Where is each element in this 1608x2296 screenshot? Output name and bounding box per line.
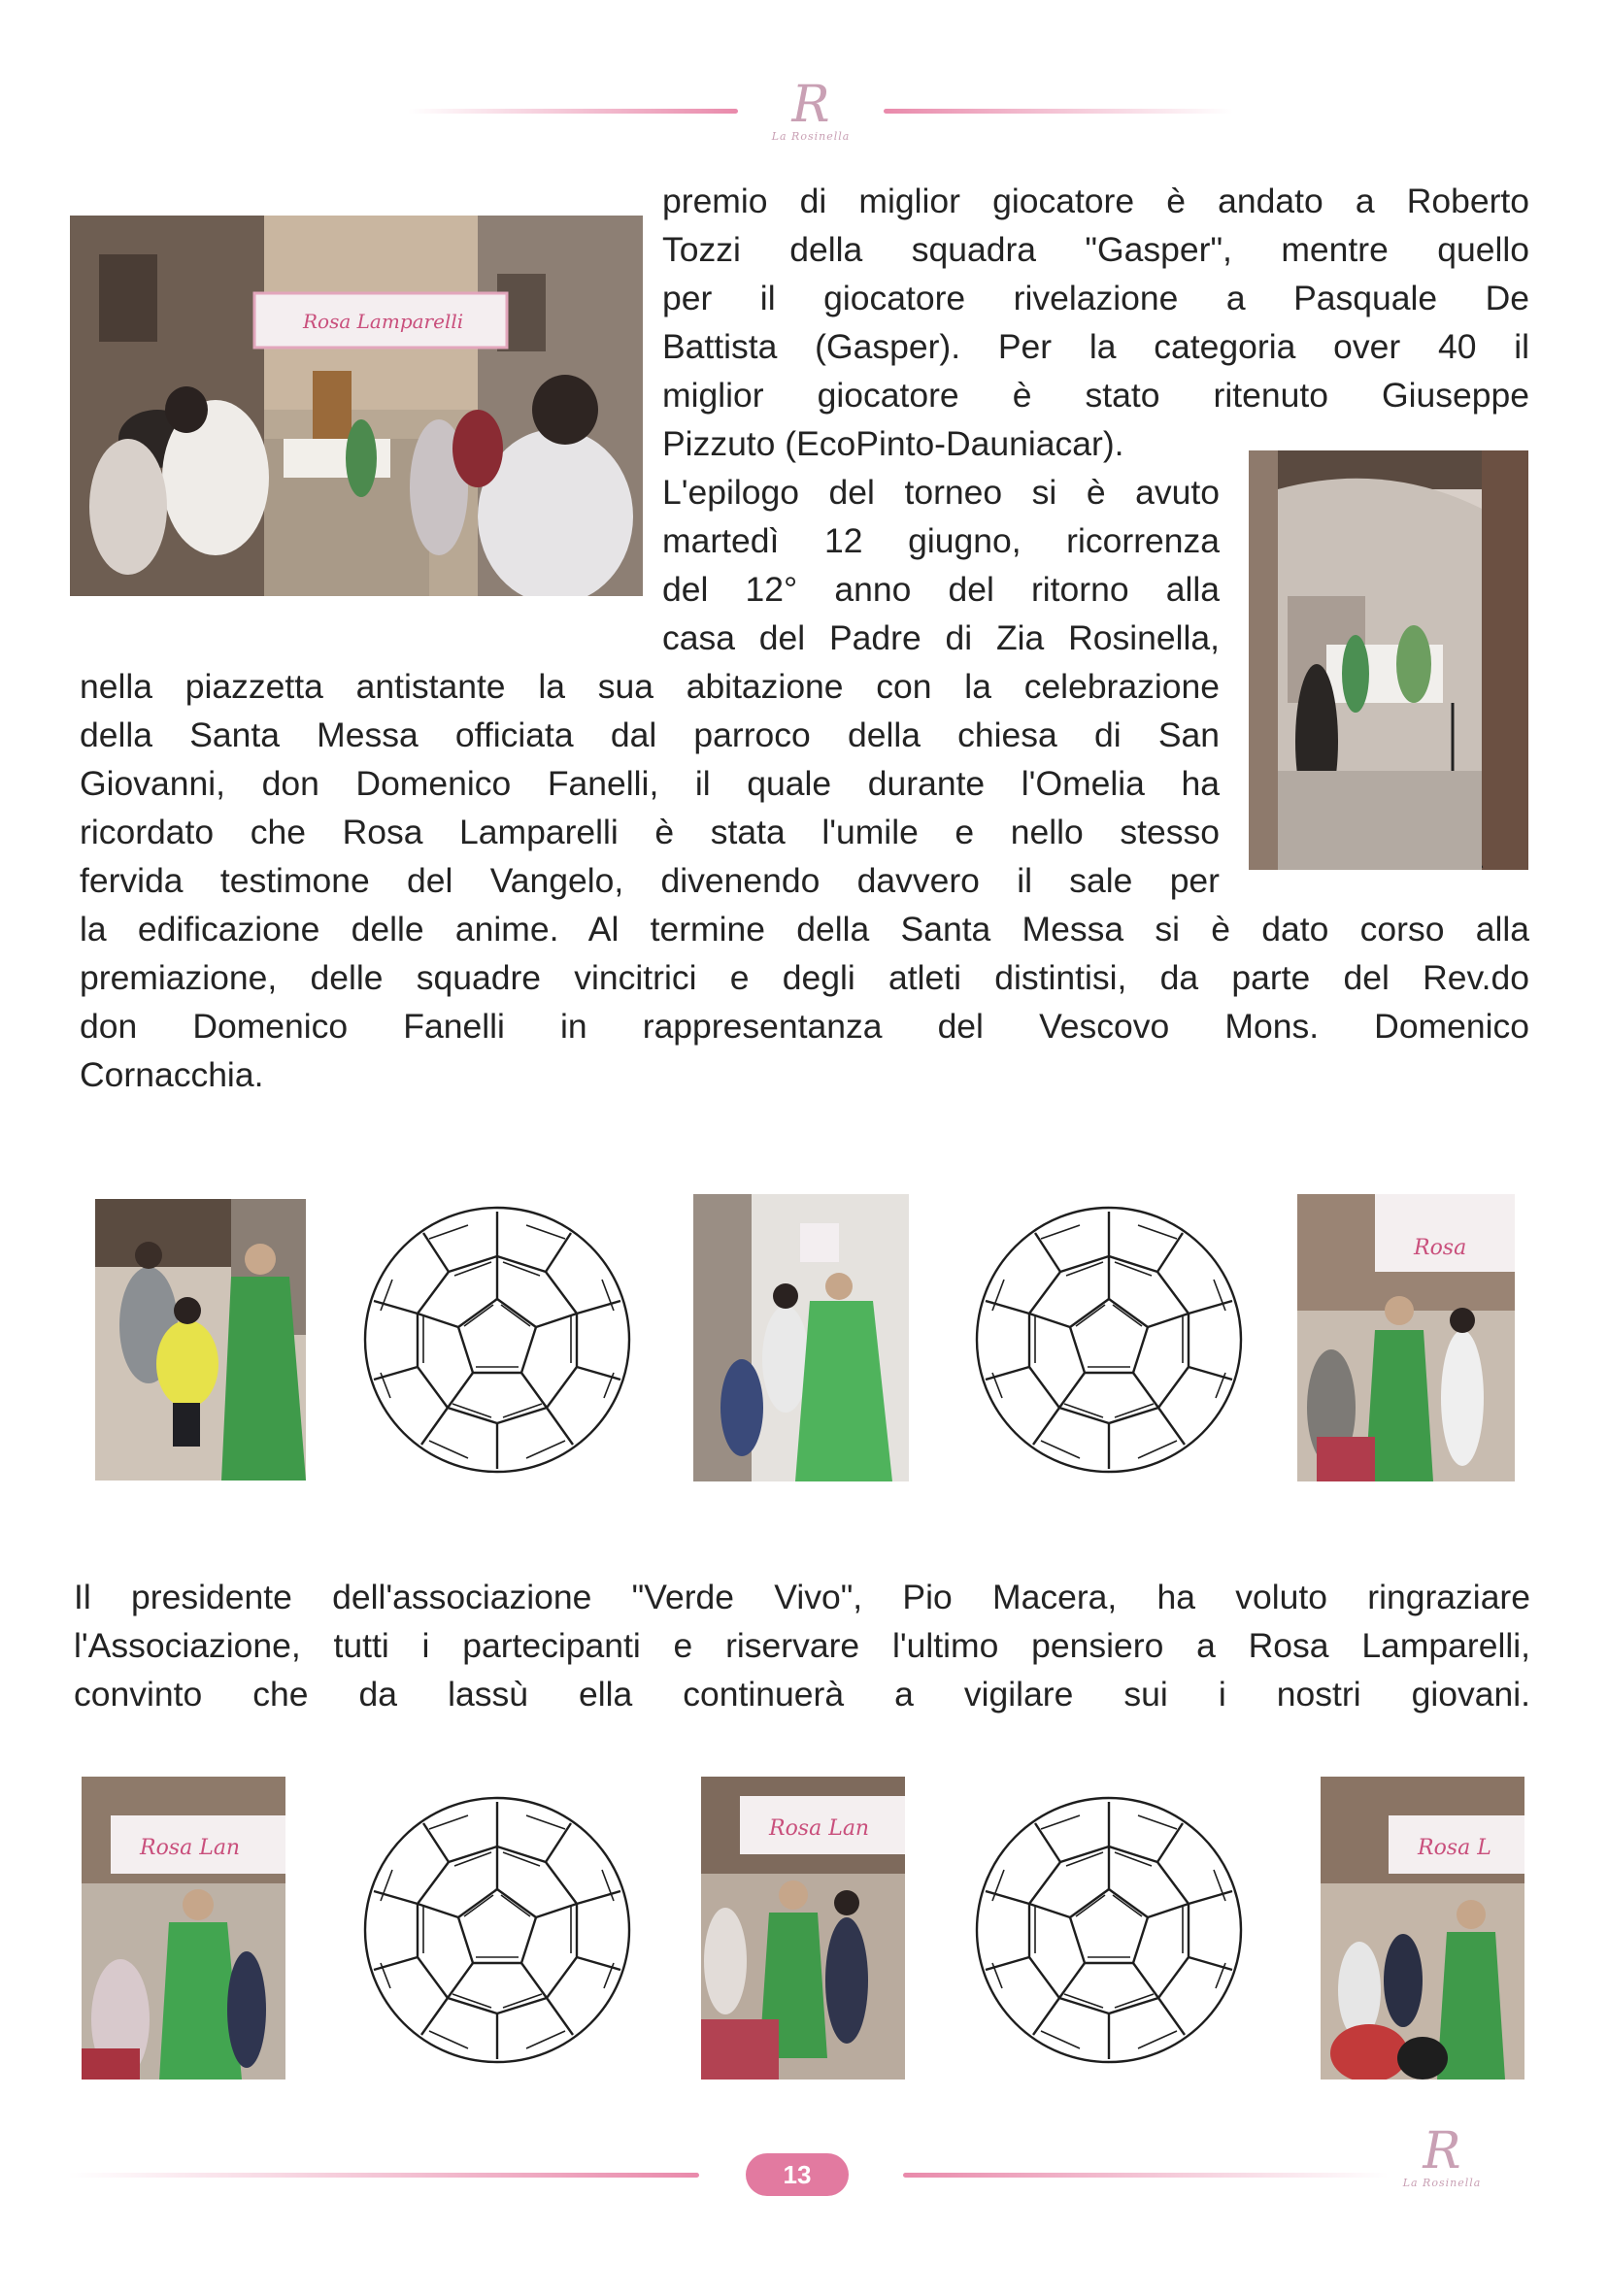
gallery-photo-children-group xyxy=(1321,1777,1524,2080)
soccer-ball-icon xyxy=(361,1204,633,1476)
header-logo-letter: R xyxy=(791,76,830,134)
gallery-photo-boy-award xyxy=(95,1199,306,1481)
gallery-photo-priest-greeting xyxy=(693,1194,909,1481)
page-number: 13 xyxy=(746,2153,849,2196)
banner-caption-rosa-l: Rosa L xyxy=(1418,1836,1491,1860)
article-line-3: per il giocatore rivelazione a Pasquale De xyxy=(662,279,1529,317)
article-line-11: nella piazzetta antistante la sua abitazione con la celebrazione xyxy=(80,667,1220,706)
article-line-14: ricordato che Rosa Lamparelli è stata l'umile e nello stesso xyxy=(80,813,1220,851)
footer-logo xyxy=(1369,2122,1515,2189)
banner-caption-rosa-lam: Rosa Lan xyxy=(769,1816,870,1841)
header-rule-left xyxy=(408,109,738,114)
closing-line-3: convinto che da lassù ella continuerà a vigilare sui i nostri giovani. xyxy=(74,1675,1530,1714)
article-line-12: della Santa Messa officiata dal parroco della chiesa di San xyxy=(80,715,1220,754)
banner-caption-rosa: Rosa xyxy=(1414,1236,1467,1260)
article-line-10: casa del Padre di Zia Rosinella, xyxy=(662,618,1220,657)
closing-line-1: Il presidente dell'associazione "Verde Vivo", Pio Macera, ha voluto ringraziare xyxy=(74,1578,1530,1616)
article-line-6: Pizzuto (EcoPinto-Dauniacar). xyxy=(662,424,1124,463)
footer-logo-letter: R xyxy=(1423,2122,1461,2180)
photo-altar xyxy=(1249,450,1528,870)
soccer-ball-icon xyxy=(973,1204,1245,1476)
article-line-7: L'epilogo del torneo si è avuto xyxy=(662,473,1220,512)
article-line-13: Giovanni, don Domenico Fanelli, il quale durante l'Omelia ha xyxy=(80,764,1220,803)
article-line-9: del 12° anno del ritorno alla xyxy=(662,570,1220,609)
banner-caption-rosa-lam: Rosa Lan xyxy=(140,1836,241,1860)
header-logo xyxy=(738,76,884,143)
gallery-photo-priest-banner-2 xyxy=(701,1777,905,2080)
gallery-photo-priest-banner-1 xyxy=(82,1777,285,2080)
footer-rule-right xyxy=(903,2173,1389,2178)
gallery-photo-group-banner xyxy=(1297,1194,1515,1481)
footer-logo-caption: La Rosinella xyxy=(1402,2177,1482,2189)
soccer-ball-icon xyxy=(361,1794,633,2066)
header-logo-caption: La Rosinella xyxy=(771,130,851,143)
article-line-19: Cornacchia. xyxy=(80,1055,264,1094)
photo-open-air-mass xyxy=(70,216,643,596)
article-line-2: Tozzi della squadra "Gasper", mentre quello xyxy=(662,230,1529,269)
article-line-18: don Domenico Fanelli in rappresentanza del Vescovo Mons. Domenico xyxy=(80,1007,1529,1046)
article-line-1: premio di miglior giocatore è andato a Roberto xyxy=(662,182,1529,220)
article-line-15: fervida testimone del Vangelo, divenendo davvero il sale per xyxy=(80,861,1220,900)
article-line-8: martedì 12 giugno, ricorrenza xyxy=(662,521,1220,560)
article-line-17: premiazione, delle squadre vincitrici e degli atleti distintisi, da parte del Rev.do xyxy=(80,958,1529,997)
header-rule-right xyxy=(884,109,1233,114)
article-line-16: la edificazione delle anime. Al termine della Santa Messa si è dato corso alla xyxy=(80,910,1529,948)
banner-caption: Rosa Lamparelli xyxy=(303,310,464,333)
article-line-4: Battista (Gasper). Per la categoria over 40 il xyxy=(662,327,1529,366)
closing-line-2: l'Associazione, tutti i partecipanti e riservare l'ultimo pensiero a Rosa Lamparelli, xyxy=(74,1626,1530,1665)
soccer-ball-icon xyxy=(973,1794,1245,2066)
article-line-5: miglior giocatore è stato ritenuto Giuseppe xyxy=(662,376,1529,415)
footer-rule-left xyxy=(68,2173,699,2178)
